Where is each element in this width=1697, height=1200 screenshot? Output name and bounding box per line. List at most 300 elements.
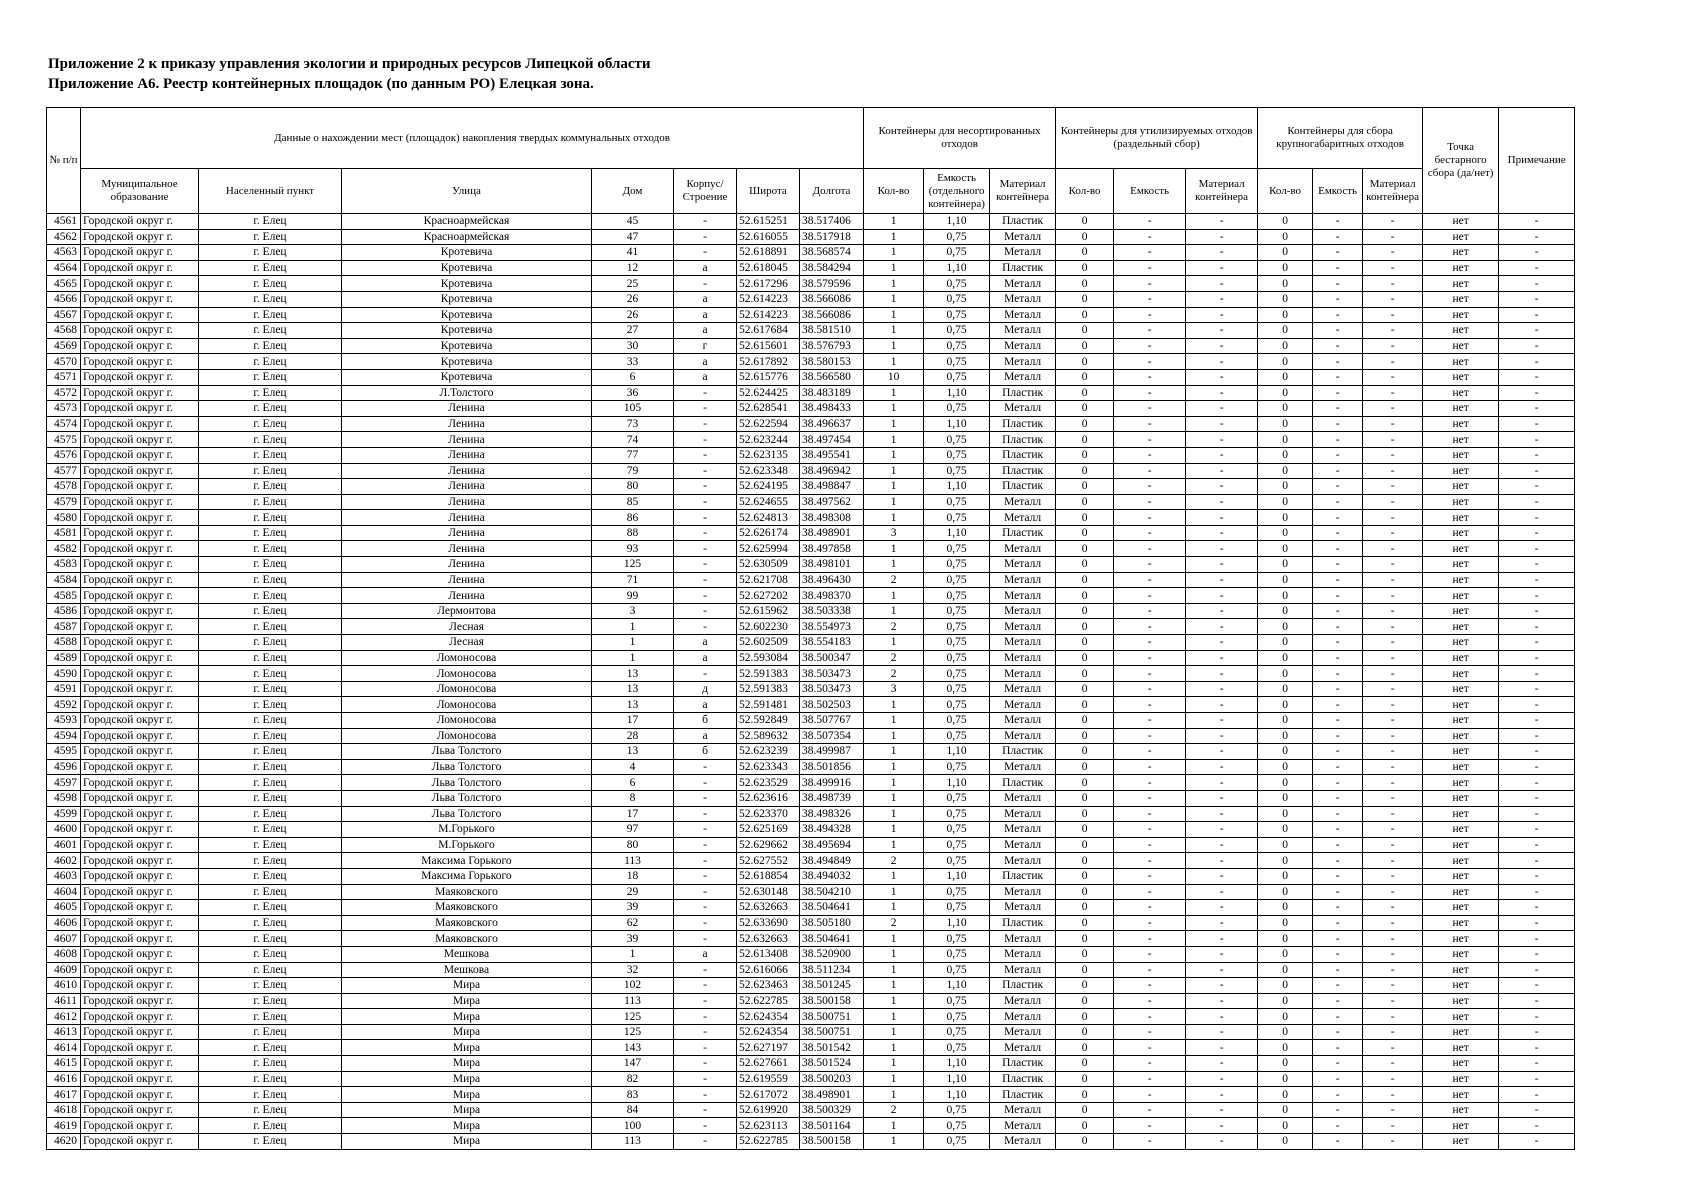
cell-lat: 52.627197 [737,1040,800,1056]
cell-u-material: Металл [990,338,1056,354]
cell-bagless: нет [1423,323,1499,339]
cell-u-material: Металл [990,572,1056,588]
cell-house: 41 [592,245,674,261]
cell-settlement: г. Елец [199,1134,342,1150]
cell-r-capacity: - [1114,525,1186,541]
cell-municipality: Городской округ г. [81,479,199,495]
header-lat: Широта [737,169,800,214]
cell-u-capacity: 0,75 [924,666,990,682]
cell-building: а [674,946,737,962]
cell-building: - [674,276,737,292]
cell-num: 4596 [47,759,81,775]
cell-lon: 38.496637 [800,416,864,432]
cell-lat: 52.623343 [737,759,800,775]
cell-lat: 52.622785 [737,1134,800,1150]
cell-lat: 52.624354 [737,1024,800,1040]
cell-r-material: - [1186,307,1258,323]
cell-settlement: г. Елец [199,900,342,916]
cell-street: М.Горького [342,837,592,853]
cell-u-capacity: 0,75 [924,291,990,307]
table-row [47,479,1645,495]
cell-bagless: нет [1423,728,1499,744]
cell-r-capacity: - [1114,541,1186,557]
cell-street: Кротевича [342,276,592,292]
cell-b-count: 0 [1258,1087,1313,1103]
cell-lon: 38.498101 [800,557,864,573]
cell-u-material: Металл [990,588,1056,604]
cell-municipality: Городской округ г. [81,744,199,760]
cell-u-capacity: 0,75 [924,837,990,853]
cell-b-capacity: - [1313,260,1363,276]
cell-u-capacity: 0,75 [924,1118,990,1134]
cell-lon: 38.499916 [800,775,864,791]
cell-settlement: г. Елец [199,354,342,370]
cell-settlement: г. Елец [199,447,342,463]
cell-municipality: Городской округ г. [81,728,199,744]
registry-body [47,214,1645,1150]
cell-r-capacity: - [1114,1102,1186,1118]
cell-r-material: - [1186,214,1258,230]
cell-r-material: - [1186,572,1258,588]
cell-b-count: 0 [1258,759,1313,775]
cell-u-count: 1 [864,416,924,432]
table-row [47,401,1645,417]
cell-lon: 38.498901 [800,1087,864,1103]
cell-u-capacity: 1,10 [924,260,990,276]
cell-lon: 38.566086 [800,291,864,307]
cell-building: - [674,603,737,619]
table-row [47,603,1645,619]
cell-u-material: Металл [990,603,1056,619]
cell-r-count: 0 [1056,1071,1114,1087]
cell-b-material: - [1363,214,1423,230]
cell-num: 4616 [47,1071,81,1087]
cell-b-count: 0 [1258,510,1313,526]
cell-num: 4582 [47,541,81,557]
cell-b-material: - [1363,1040,1423,1056]
cell-bagless: нет [1423,1056,1499,1072]
cell-b-capacity: - [1313,1071,1363,1087]
cell-house: 1 [592,619,674,635]
cell-b-capacity: - [1313,713,1363,729]
cell-r-count: 0 [1056,229,1114,245]
cell-b-count: 0 [1258,884,1313,900]
cell-bagless: нет [1423,978,1499,994]
cell-r-count: 0 [1056,401,1114,417]
cell-lon: 38.503338 [800,603,864,619]
cell-u-count: 3 [864,525,924,541]
cell-lon: 38.498847 [800,479,864,495]
cell-bagless: нет [1423,1071,1499,1087]
cell-lon: 38.498901 [800,525,864,541]
cell-r-capacity: - [1114,369,1186,385]
cell-b-capacity: - [1313,1102,1363,1118]
cell-lat: 52.591383 [737,681,800,697]
cell-u-capacity: 0,75 [924,1040,990,1056]
cell-building: - [674,1118,737,1134]
cell-r-count: 0 [1056,338,1114,354]
cell-r-capacity: - [1114,993,1186,1009]
cell-r-capacity: - [1114,915,1186,931]
cell-bagless: нет [1423,541,1499,557]
cell-lat: 52.617296 [737,276,800,292]
cell-lat: 52.614223 [737,307,800,323]
cell-b-count: 0 [1258,822,1313,838]
table-row [47,1056,1645,1072]
cell-building: - [674,1024,737,1040]
cell-b-count: 0 [1258,245,1313,261]
cell-u-material: Пластик [990,1056,1056,1072]
cell-notes: - [1499,1087,1575,1103]
table-row [47,1102,1645,1118]
cell-u-material: Металл [990,557,1056,573]
cell-u-count: 1 [864,276,924,292]
cell-r-count: 0 [1056,915,1114,931]
cell-building: - [674,214,737,230]
cell-b-capacity: - [1313,1009,1363,1025]
cell-settlement: г. Елец [199,775,342,791]
cell-b-material: - [1363,993,1423,1009]
table-row [47,962,1645,978]
cell-b-count: 0 [1258,1118,1313,1134]
cell-num: 4584 [47,572,81,588]
cell-u-capacity: 0,75 [924,946,990,962]
cell-r-count: 0 [1056,728,1114,744]
cell-b-material: - [1363,1087,1423,1103]
cell-r-capacity: - [1114,338,1186,354]
cell-lon: 38.502503 [800,697,864,713]
table-row [47,447,1645,463]
cell-b-count: 0 [1258,338,1313,354]
cell-street: М.Горького [342,822,592,838]
cell-bagless: нет [1423,650,1499,666]
cell-lat: 52.617684 [737,323,800,339]
cell-building: - [674,853,737,869]
cell-u-count: 1 [864,557,924,573]
header-r-count: Кол-во [1056,169,1114,214]
cell-r-capacity: - [1114,510,1186,526]
cell-u-capacity: 0,75 [924,401,990,417]
cell-bagless: нет [1423,837,1499,853]
cell-u-count: 1 [864,775,924,791]
cell-r-count: 0 [1056,416,1114,432]
cell-building: - [674,525,737,541]
cell-b-material: - [1363,1118,1423,1134]
cell-street: Кротевича [342,323,592,339]
cell-r-material: - [1186,1134,1258,1150]
cell-lon: 38.496942 [800,463,864,479]
cell-bagless: нет [1423,635,1499,651]
cell-b-capacity: - [1313,946,1363,962]
cell-r-count: 0 [1056,479,1114,495]
header-num: № п/п [47,108,81,214]
header-location-group: Данные о нахождении мест (площадок) накопления твердых коммунальных отходов [81,108,864,169]
cell-notes: - [1499,572,1575,588]
cell-house: 6 [592,369,674,385]
cell-notes: - [1499,385,1575,401]
cell-b-material: - [1363,323,1423,339]
table-row [47,588,1645,604]
cell-u-capacity: 0,75 [924,713,990,729]
cell-b-count: 0 [1258,853,1313,869]
cell-b-capacity: - [1313,463,1363,479]
cell-u-capacity: 0,75 [924,245,990,261]
cell-b-capacity: - [1313,822,1363,838]
cell-settlement: г. Елец [199,307,342,323]
cell-bagless: нет [1423,276,1499,292]
cell-lon: 38.483189 [800,385,864,401]
cell-building: - [674,619,737,635]
cell-lat: 52.627202 [737,588,800,604]
cell-bagless: нет [1423,603,1499,619]
cell-municipality: Городской округ г. [81,635,199,651]
cell-notes: - [1499,214,1575,230]
cell-municipality: Городской округ г. [81,713,199,729]
cell-house: 102 [592,978,674,994]
cell-lat: 52.627552 [737,853,800,869]
cell-municipality: Городской округ г. [81,1040,199,1056]
cell-b-count: 0 [1258,276,1313,292]
cell-r-capacity: - [1114,946,1186,962]
cell-lat: 52.617072 [737,1087,800,1103]
cell-settlement: г. Елец [199,385,342,401]
cell-building: - [674,822,737,838]
cell-b-capacity: - [1313,338,1363,354]
cell-u-capacity: 1,10 [924,744,990,760]
cell-street: Ленина [342,494,592,510]
cell-r-material: - [1186,666,1258,682]
cell-r-count: 0 [1056,759,1114,775]
cell-u-count: 1 [864,962,924,978]
cell-b-capacity: - [1313,276,1363,292]
cell-b-capacity: - [1313,759,1363,775]
cell-r-count: 0 [1056,214,1114,230]
cell-r-material: - [1186,385,1258,401]
cell-notes: - [1499,291,1575,307]
cell-r-capacity: - [1114,697,1186,713]
table-row [47,1024,1645,1040]
cell-b-capacity: - [1313,323,1363,339]
cell-u-count: 1 [864,822,924,838]
cell-r-count: 0 [1056,1134,1114,1150]
cell-b-capacity: - [1313,915,1363,931]
cell-lat: 52.623113 [737,1118,800,1134]
cell-r-material: - [1186,510,1258,526]
cell-u-capacity: 0,75 [924,962,990,978]
cell-u-count: 1 [864,323,924,339]
cell-notes: - [1499,1134,1575,1150]
table-row [47,978,1645,994]
cell-u-count: 1 [864,993,924,1009]
cell-b-material: - [1363,635,1423,651]
cell-b-count: 0 [1258,385,1313,401]
cell-num: 4612 [47,1009,81,1025]
cell-street: Ломоносова [342,713,592,729]
cell-num: 4562 [47,229,81,245]
cell-municipality: Городской округ г. [81,588,199,604]
cell-u-count: 2 [864,1102,924,1118]
cell-r-capacity: - [1114,728,1186,744]
cell-u-count: 1 [864,385,924,401]
cell-b-material: - [1363,245,1423,261]
cell-street: Мира [342,978,592,994]
cell-bagless: нет [1423,1118,1499,1134]
cell-b-material: - [1363,868,1423,884]
cell-u-capacity: 0,75 [924,635,990,651]
cell-b-count: 0 [1258,401,1313,417]
cell-r-material: - [1186,479,1258,495]
cell-b-capacity: - [1313,214,1363,230]
cell-municipality: Городской округ г. [81,572,199,588]
cell-house: 47 [592,229,674,245]
cell-r-capacity: - [1114,323,1186,339]
table-row [47,744,1645,760]
cell-settlement: г. Елец [199,635,342,651]
cell-u-count: 1 [864,291,924,307]
cell-building: - [674,416,737,432]
cell-lat: 52.614223 [737,291,800,307]
cell-settlement: г. Елец [199,1102,342,1118]
cell-num: 4581 [47,525,81,541]
cell-lon: 38.504641 [800,900,864,916]
cell-num: 4592 [47,697,81,713]
cell-lat: 52.618854 [737,868,800,884]
cell-bagless: нет [1423,1102,1499,1118]
cell-u-count: 1 [864,603,924,619]
cell-num: 4571 [47,369,81,385]
cell-building: а [674,354,737,370]
table-row [47,697,1645,713]
cell-b-count: 0 [1258,557,1313,573]
cell-building: - [674,775,737,791]
cell-lat: 52.632663 [737,900,800,916]
cell-house: 99 [592,588,674,604]
cell-r-capacity: - [1114,354,1186,370]
cell-house: 113 [592,1134,674,1150]
cell-building: - [674,993,737,1009]
cell-b-count: 0 [1258,291,1313,307]
cell-b-capacity: - [1313,385,1363,401]
cell-u-capacity: 0,75 [924,323,990,339]
cell-house: 4 [592,759,674,775]
cell-building: а [674,291,737,307]
cell-r-capacity: - [1114,1118,1186,1134]
cell-b-material: - [1363,790,1423,806]
cell-u-material: Пластик [990,915,1056,931]
cell-municipality: Городской округ г. [81,931,199,947]
table-row [47,307,1645,323]
cell-r-material: - [1186,837,1258,853]
cell-lon: 38.507354 [800,728,864,744]
cell-lon: 38.500329 [800,1102,864,1118]
cell-u-material: Металл [990,1102,1056,1118]
cell-house: 45 [592,214,674,230]
cell-settlement: г. Елец [199,245,342,261]
cell-r-material: - [1186,603,1258,619]
cell-num: 4604 [47,884,81,900]
cell-u-count: 1 [864,447,924,463]
cell-u-count: 1 [864,1118,924,1134]
cell-building: - [674,229,737,245]
cell-u-capacity: 0,75 [924,853,990,869]
cell-bagless: нет [1423,868,1499,884]
cell-u-material: Металл [990,229,1056,245]
cell-u-material: Металл [990,323,1056,339]
cell-b-material: - [1363,681,1423,697]
cell-bagless: нет [1423,931,1499,947]
cell-b-count: 0 [1258,619,1313,635]
cell-house: 93 [592,541,674,557]
cell-u-capacity: 0,75 [924,790,990,806]
cell-municipality: Городской округ г. [81,1118,199,1134]
cell-r-material: - [1186,697,1258,713]
cell-r-count: 0 [1056,650,1114,666]
cell-bagless: нет [1423,510,1499,526]
cell-b-material: - [1363,291,1423,307]
cell-building: - [674,541,737,557]
cell-municipality: Городской округ г. [81,1087,199,1103]
cell-lat: 52.623370 [737,806,800,822]
cell-building: - [674,837,737,853]
table-row [47,338,1645,354]
cell-u-material: Металл [990,635,1056,651]
cell-bagless: нет [1423,822,1499,838]
header-municipality: Муниципальное образование [81,169,199,214]
cell-u-material: Пластик [990,978,1056,994]
cell-house: 1 [592,635,674,651]
table-row [47,728,1645,744]
cell-u-material: Металл [990,962,1056,978]
document-heading [48,54,1608,94]
cell-building: - [674,759,737,775]
cell-settlement: г. Елец [199,868,342,884]
cell-b-material: - [1363,432,1423,448]
cell-b-material: - [1363,572,1423,588]
cell-settlement: г. Елец [199,650,342,666]
cell-notes: - [1499,603,1575,619]
cell-bagless: нет [1423,1040,1499,1056]
cell-notes: - [1499,728,1575,744]
cell-b-capacity: - [1313,853,1363,869]
cell-lat: 52.602509 [737,635,800,651]
cell-num: 4614 [47,1040,81,1056]
cell-b-count: 0 [1258,790,1313,806]
header-row-groups [47,108,1645,169]
cell-lon: 38.494032 [800,868,864,884]
cell-street: Максима Горького [342,868,592,884]
cell-bagless: нет [1423,775,1499,791]
cell-u-capacity: 0,75 [924,681,990,697]
cell-building: - [674,900,737,916]
cell-r-capacity: - [1114,479,1186,495]
cell-building: а [674,728,737,744]
cell-notes: - [1499,650,1575,666]
table-row [47,1118,1645,1134]
cell-r-capacity: - [1114,447,1186,463]
cell-building: - [674,510,737,526]
cell-u-count: 1 [864,1071,924,1087]
cell-b-material: - [1363,853,1423,869]
cell-building: а [674,697,737,713]
cell-building: а [674,650,737,666]
cell-b-capacity: - [1313,494,1363,510]
cell-b-material: - [1363,806,1423,822]
cell-b-count: 0 [1258,931,1313,947]
cell-r-capacity: - [1114,401,1186,417]
cell-r-capacity: - [1114,432,1186,448]
cell-r-material: - [1186,1009,1258,1025]
cell-lat: 52.623348 [737,463,800,479]
